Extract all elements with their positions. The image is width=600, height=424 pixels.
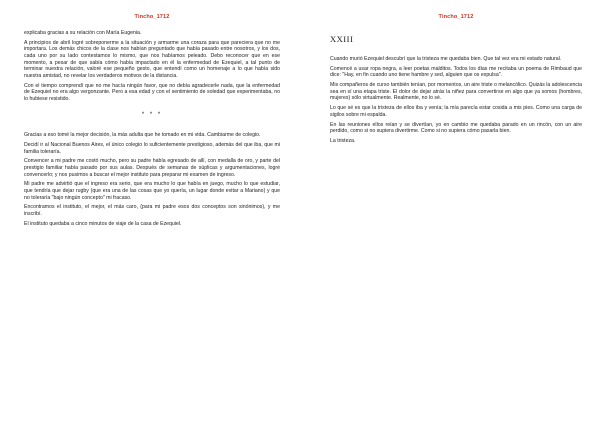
page-header: Tincho_1712 bbox=[438, 14, 474, 20]
paragraph: La tristeza. bbox=[330, 137, 356, 144]
chapter-title: XXIII bbox=[330, 34, 354, 44]
paragraph: Gracias a eso tomé la mejor decisión, la más adulta que he tomado en mi vida. Cambiarme de colegio. bbox=[24, 132, 261, 139]
paragraph: A principios de abril logré sobreponerme a la situación y armarme una coraza para que pareciera que no me importara. Los demás chicos de la clase nos habían preguntado que había pasado entre nosotros, y los dos, cada uno por su lado contestamos lo mismo, que nos habíamos peleado. Debo reconocer que en ese momento, a pesar de que sabía cómo había impactado en él la enfermedad de Ezequiel, a tal punto de terminar nuestra relación, valoré ese pequeño gesto, que entendí como un homenaje a lo que había sido nuestra amistad, no revelar los verdaderos motivos de la distancia. bbox=[24, 39, 280, 79]
paragraph: Mi padre me advirtió que el ingreso era serio, que era mucho lo que había en juego, mucho lo que estudiar, que tendría que dejar rugby (que era una de las cosas que yo quería, un lugar donde evitar a Mariano) y que no toleraría "bajo ningún concepto" mi fracaso. bbox=[24, 181, 280, 201]
paragraph: Mis compañeros de curso también tenían, por momentos, un aire triste o melancólico. Quizás la adolescencia sea en sí una etapa triste. El dolor de dejar atrás la niñez para convertirse en algo que ya somos (hombres, mujeres) sólo virtualmente. Realmente, no lo sé. bbox=[330, 82, 583, 102]
paragraph: En las reuniones ellos reían y se divertían, yo en cambio me quedaba parado en un rincón, con un aire perdido, como si no supiera divertirme. Como si no supiera cómo pasarla bien. bbox=[330, 121, 582, 135]
paragraph: Con el tiempo comprendí que no me hacía ningún favor, que no debía agradecerle nada, que la enfermedad de Ezequiel no era algo vergonzante. Pero a esa edad y con el sentimiento de soledad que experimentaba, no lo hubiese resistido. bbox=[24, 82, 280, 102]
section-separator: * * * bbox=[141, 112, 163, 119]
paragraph: explicaba gracias a su relación con María Eugenia. bbox=[24, 30, 142, 36]
paragraph: El instituto quedaba a cinco minutos de viaje de la casa de Ezequiel. bbox=[24, 220, 182, 227]
paragraph: Comencé a usar ropa negra, a leer poetas malditos. Todos los días me recitaba un poema de Rimbaud que dice: "Hay, en fin cuando uno tiene hambre y sed, alguien que os expulsa". bbox=[330, 65, 582, 79]
right-page bbox=[300, 0, 600, 424]
paragraph: Convencer a mi padre me costó mucho, pero su padre había egresado de allí, con medalla de oro, y parte del prestigio familiar había pasado por sus aulas. Después de semanas de súplicas y argumentaciones, logré convencerlo; y nos pusimos a buscar el mejor instituto para preparar mi examen de ingreso. bbox=[24, 158, 280, 178]
page-header: Tincho_1712 bbox=[134, 14, 170, 20]
paragraph: Decidí ir al Nacional Buenos Aires, el único colegio lo suficientemente prestigioso, además del que iba, que mi familia toleraría. bbox=[24, 142, 280, 155]
paragraph: Cuando murió Ezequiel descubrí que la tristeza me quedaba bien. Que tal vez era mi estado natural. bbox=[330, 56, 562, 62]
paragraph: Encontramos el instituto, el mejor, el más caro, (para mi padre esos dos conceptos son sinónimos), y me inscribí. bbox=[24, 204, 280, 217]
paragraph: Lo que sé es que la tristeza de ellos iba y venía; la mía parecía estar cosida a mis pies. Como una carga de sigilos sobre mi espalda. bbox=[330, 105, 582, 118]
